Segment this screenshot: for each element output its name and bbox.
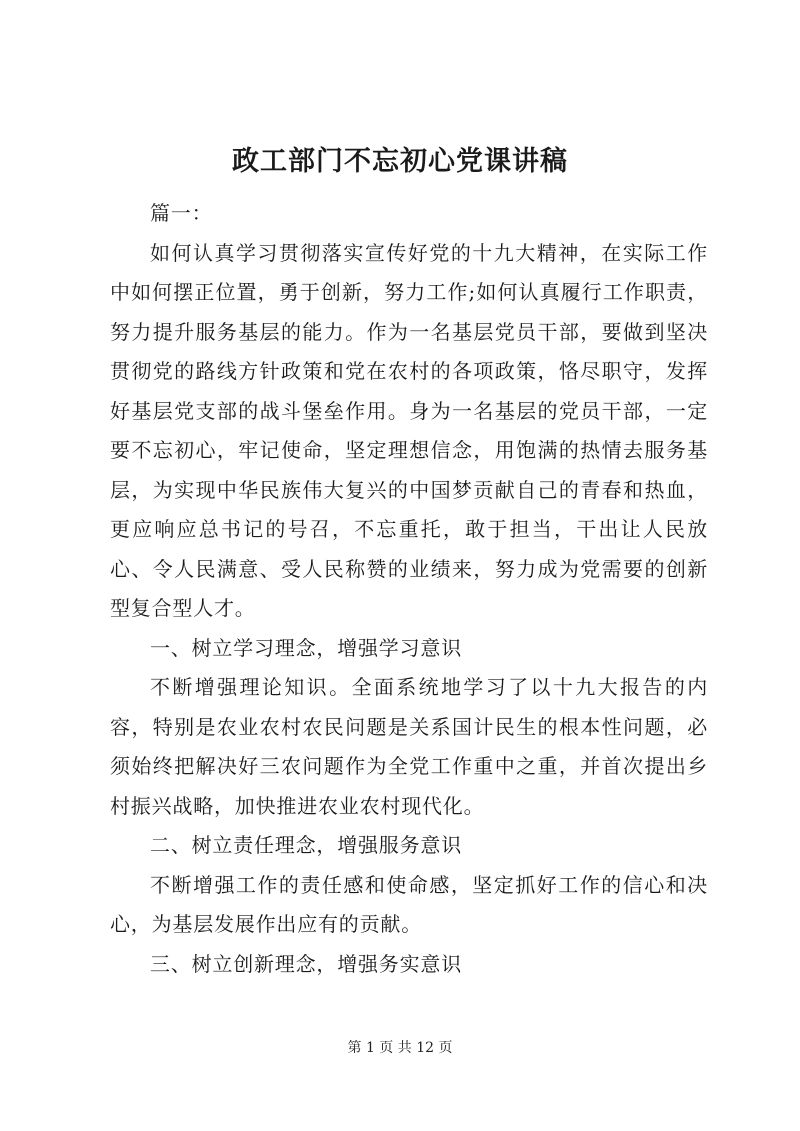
section-label: 篇一： — [150, 201, 213, 225]
paragraph: 如何认真学习贯彻落实宣传好党的十九大精神，在实际工作中如何摆正位置，勇于创新，努力工作;如何认真履行工作职责，努力提升服务基层的能力。作为一名基层党员干部，要做到坚决贯彻党的路线方针政策和党在农村的各项政策，恪尽职守，发挥好基层党支部的战斗堡垒作用。身为一名基层的党员干部，一定要不忘初心，牢记使命，坚定理想信念，用饱满的热情去服务基层，为实现中华民族伟大复兴的中国梦贡献自己的青春和热血，更应响应总书记的号召，不忘重托，敢于担当，干出让人民放心、令人民满意、受人民称赞的业绩来，努力成为党需要的创新型复合型人才。 — [110, 240, 708, 620]
document-title: 政工部门不忘初心党课讲稿 — [232, 146, 568, 177]
page-footer — [0, 1038, 800, 1058]
document-body — [110, 194, 708, 984]
paragraph: 不断增强理论知识。全面系统地学习了以十九大报告的内容，特别是农业农村农民问题是关系国计民生的根本性问题，必须始终把解决好三农问题作为全党工作重中之重，并首次提出乡村振兴战略，加快推进农业农村现代化。 — [110, 675, 708, 818]
section-heading: 一、树立学习理念，增强学习意识 — [150, 635, 462, 660]
section-heading: 三、树立创新理念，增强务实意识 — [150, 951, 462, 976]
page-number: 第 1 页 共 12 页 — [347, 1040, 453, 1056]
paragraph: 不断增强工作的责任感和使命感，坚定抓好工作的信心和决心，为基层发展作出应有的贡献。 — [110, 872, 708, 936]
section-heading: 二、树立责任理念，增强服务意识 — [150, 833, 462, 857]
